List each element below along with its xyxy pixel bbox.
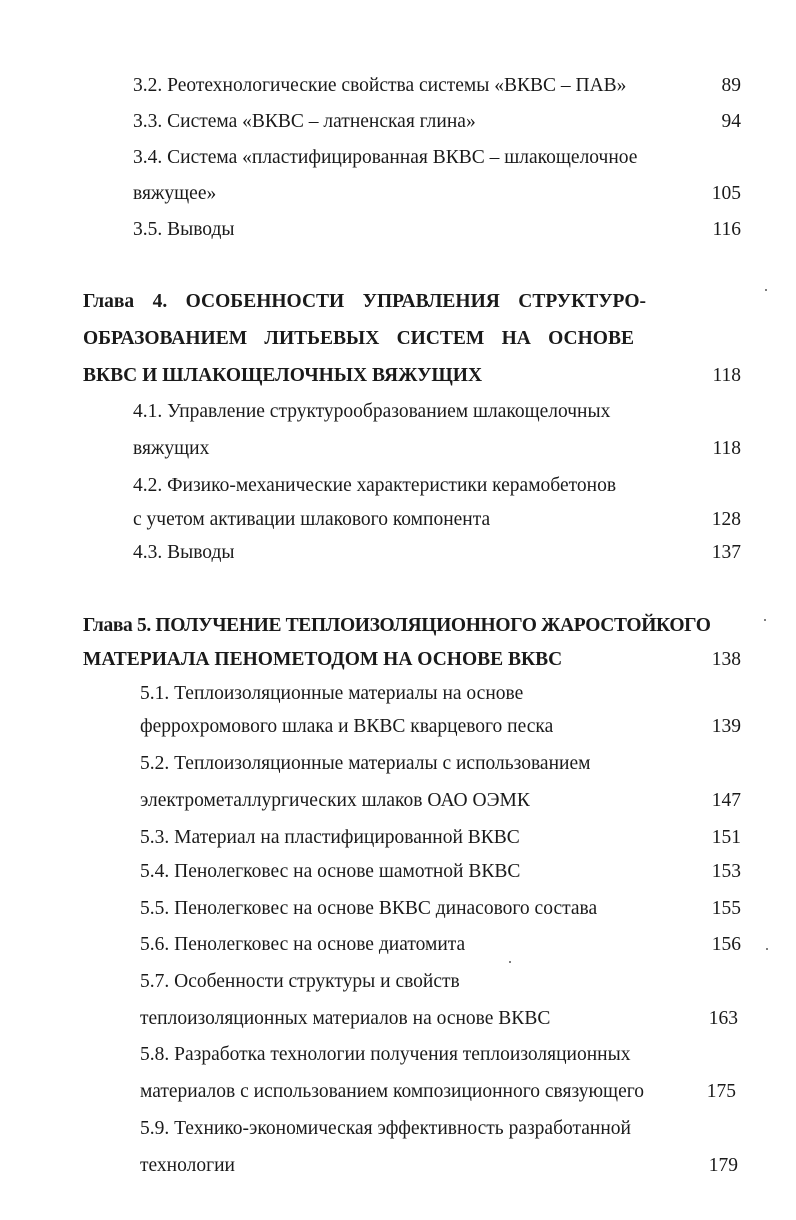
toc-page-3-3: 94 bbox=[721, 111, 741, 132]
toc-page-4-1: 118 bbox=[712, 438, 741, 459]
toc-page-5-7: 163 bbox=[708, 1008, 738, 1029]
toc-page-5-1: 139 bbox=[711, 716, 741, 737]
toc-entry-5-9-line1: 5.9. Технико-экономическая эффективность разработанной bbox=[140, 1118, 631, 1139]
toc-chapter-4-line3: ВКВС И ШЛАКОЩЕЛОЧНЫХ ВЯЖУЩИХ bbox=[83, 365, 483, 386]
toc-chapter-5-line1: Глава 5. ПОЛУЧЕНИЕ ТЕПЛОИЗОЛЯЦИОННОГО ЖАРОСТОЙКОГО bbox=[83, 615, 711, 636]
toc-chapter-5-line2: МАТЕРИАЛА ПЕНОМЕТОДОМ НА ОСНОВЕ ВКВС bbox=[83, 649, 563, 670]
toc-entry-5-9-line2: технологии bbox=[140, 1155, 235, 1176]
toc-page-3-2: 89 bbox=[721, 75, 741, 96]
scan-speck bbox=[509, 961, 511, 963]
toc-entry-3-2: 3.2. Реотехнологические свойства системы «ВКВС – ПАВ» bbox=[133, 75, 627, 96]
scan-speck bbox=[764, 619, 766, 621]
toc-entry-3-3: 3.3. Система «ВКВС – латненская глина» bbox=[133, 111, 476, 132]
toc-page-4-3: 137 bbox=[711, 542, 741, 563]
toc-entry-5-6: 5.6. Пенолегковес на основе диатомита bbox=[140, 934, 466, 955]
toc-chapter-4-line1: Глава 4. ОСОБЕННОСТИ УПРАВЛЕНИЯ СТРУКТУРО- bbox=[83, 291, 646, 312]
toc-entry-5-8-line2: материалов с использованием композиционного связующего bbox=[140, 1081, 644, 1102]
toc-page-chapter-4: 118 bbox=[712, 365, 741, 386]
toc-entry-5-7-line2: теплоизоляционных материалов на основе ВКВС bbox=[140, 1008, 551, 1029]
toc-entry-5-2-line1: 5.2. Теплоизоляционные материалы с использованием bbox=[140, 753, 591, 774]
scan-speck bbox=[765, 289, 767, 291]
toc-entry-4-2-line1: 4.2. Физико-механические характеристики керамобетонов bbox=[133, 475, 617, 496]
toc-page-5-4: 153 bbox=[711, 861, 741, 882]
toc-entry-4-1-line1: 4.1. Управление структурообразованием шлакощелочных bbox=[133, 401, 611, 422]
toc-page-chapter-5: 138 bbox=[711, 649, 741, 670]
toc-page-3-5: 116 bbox=[712, 219, 741, 240]
toc-entry-5-4: 5.4. Пенолегковес на основе шамотной ВКВС bbox=[140, 861, 521, 882]
toc-entry-5-3: 5.3. Материал на пластифицированной ВКВС bbox=[140, 827, 520, 848]
toc-page-5-2: 147 bbox=[711, 790, 741, 811]
toc-entry-5-8-line1: 5.8. Разработка технологии получения теплоизоляционных bbox=[140, 1044, 631, 1065]
toc-entry-4-1-line2: вяжущих bbox=[133, 438, 210, 459]
toc-entry-5-1-line2: феррохромового шлака и ВКВС кварцевого песка bbox=[140, 716, 554, 737]
toc-entry-5-2-line2: электрометаллургических шлаков ОАО ОЭМК bbox=[140, 790, 530, 811]
toc-entry-5-5: 5.5. Пенолегковес на основе ВКВС динасового состава bbox=[140, 898, 598, 919]
toc-chapter-4-line2: ОБРАЗОВАНИЕМ ЛИТЬЕВЫХ СИСТЕМ НА ОСНОВЕ bbox=[83, 328, 634, 349]
toc-page-4-2: 128 bbox=[711, 509, 741, 530]
toc-entry-4-2-line2: с учетом активации шлакового компонента bbox=[133, 509, 491, 530]
toc-page-5-8: 175 bbox=[706, 1081, 736, 1102]
toc-entry-5-1-line1: 5.1. Теплоизоляционные материалы на основе bbox=[140, 683, 524, 704]
toc-entry-3-4-line1: 3.4. Система «пластифицированная ВКВС – шлакощелочное bbox=[133, 147, 638, 168]
scan-speck bbox=[766, 948, 768, 950]
toc-page-5-3: 151 bbox=[711, 827, 741, 848]
toc-entry-3-5: 3.5. Выводы bbox=[133, 219, 235, 240]
toc-page-5-5: 155 bbox=[711, 898, 741, 919]
toc-page-5-9: 179 bbox=[708, 1155, 738, 1176]
toc-page-3-4: 105 bbox=[711, 183, 741, 204]
toc-entry-3-4-line2: вяжущее» bbox=[133, 183, 217, 204]
toc-entry-4-3: 4.3. Выводы bbox=[133, 542, 235, 563]
toc-entry-5-7-line1: 5.7. Особенности структуры и свойств bbox=[140, 971, 460, 992]
toc-page-5-6: 156 bbox=[711, 934, 741, 955]
